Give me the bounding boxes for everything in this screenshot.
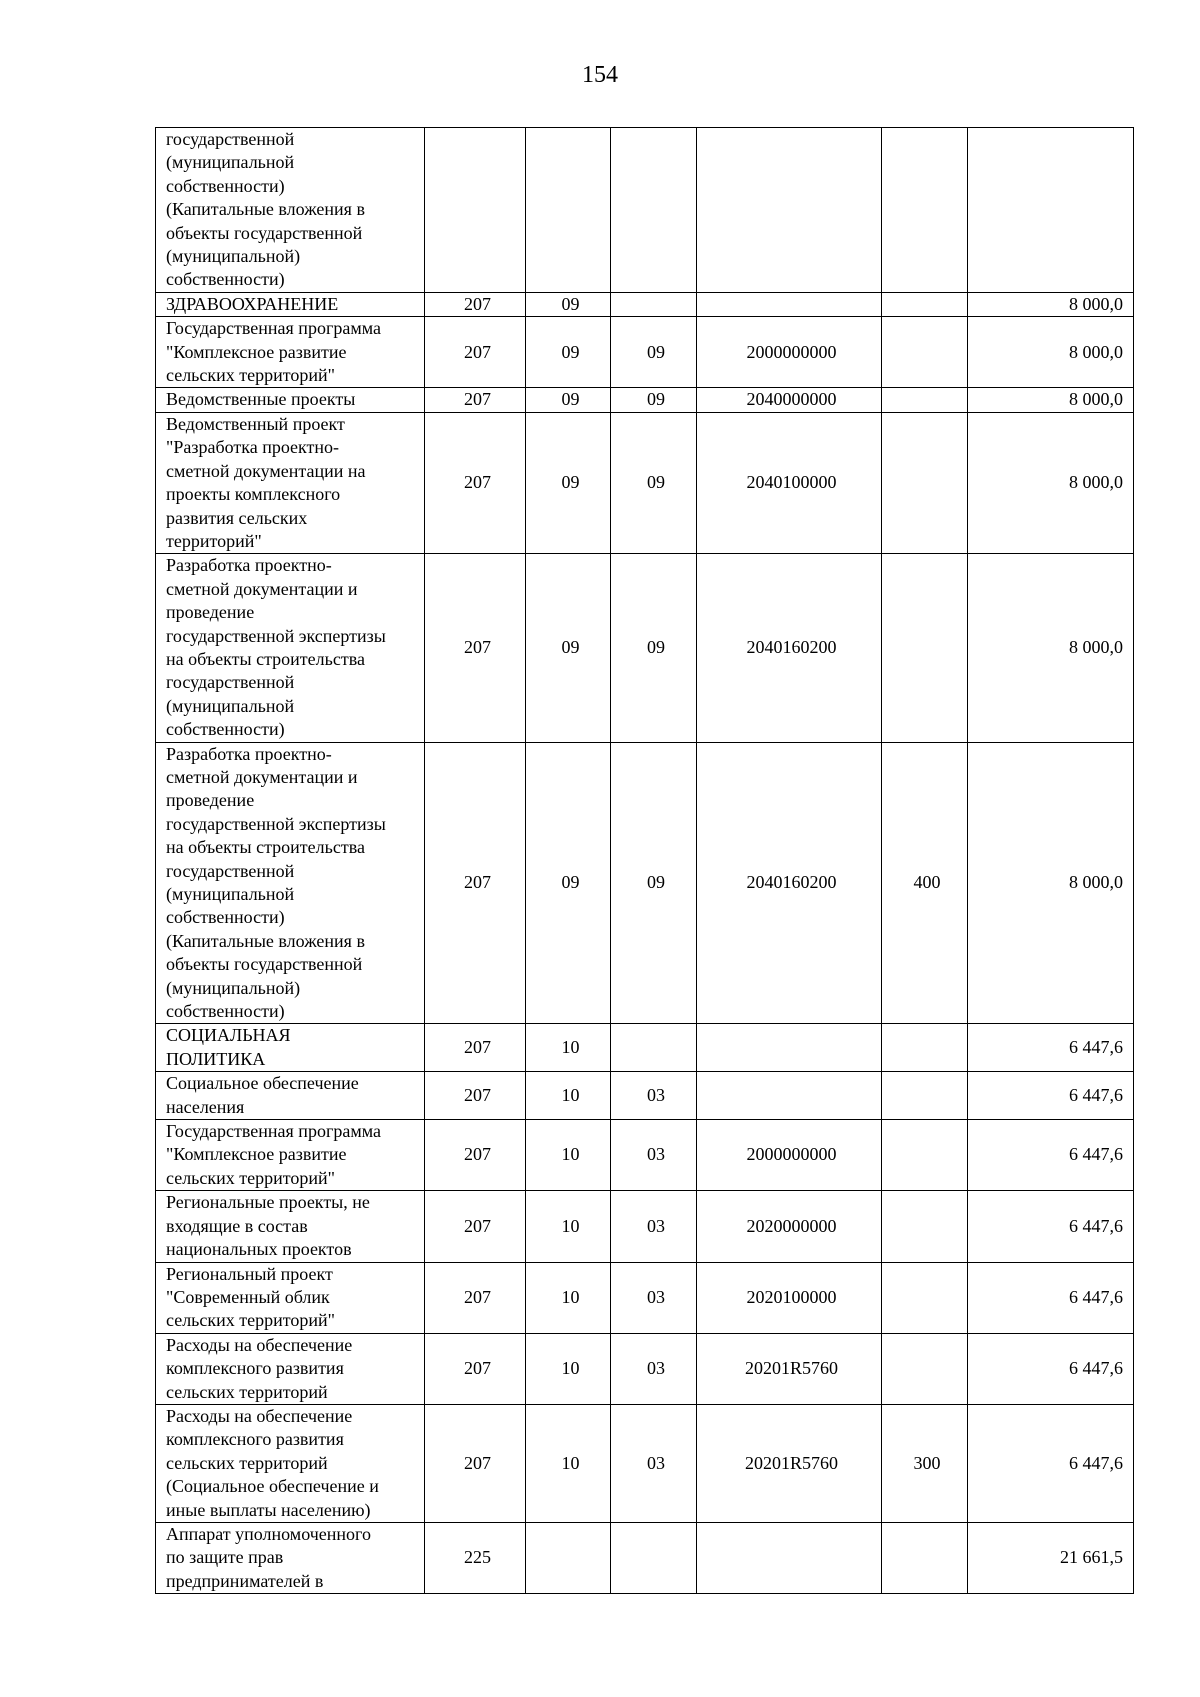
ministry-code-cell: 207 bbox=[425, 554, 526, 742]
table-row bbox=[156, 554, 1134, 742]
item-name-line: Региональные проекты, не bbox=[166, 1192, 370, 1213]
item-name-line: собственности) bbox=[166, 269, 285, 290]
item-name-line: ПОЛИТИКА bbox=[166, 1048, 266, 1069]
amount-cell: 6 447,6 bbox=[968, 1404, 1134, 1522]
item-name-line: (муниципальной) bbox=[166, 977, 301, 998]
target-article-code-cell: 2000000000 bbox=[697, 1120, 882, 1191]
amount-cell: 8 000,0 bbox=[968, 317, 1134, 388]
expense-type-code-cell bbox=[882, 1120, 968, 1191]
section-code-cell: 09 bbox=[526, 742, 611, 1024]
item-name-cell bbox=[156, 412, 425, 553]
item-name-line: Ведомственные проекты bbox=[166, 389, 356, 410]
subsection-code-cell: 03 bbox=[611, 1191, 697, 1262]
item-name-line: государственной экспертизы bbox=[166, 813, 386, 834]
amount-cell: 6 447,6 bbox=[968, 1072, 1134, 1120]
item-name-line: развития сельских bbox=[166, 507, 308, 528]
ministry-code-cell: 207 bbox=[425, 1333, 526, 1404]
ministry-code-cell: 207 bbox=[425, 412, 526, 553]
item-name-line: национальных проектов bbox=[166, 1239, 352, 1260]
table-row bbox=[156, 1262, 1134, 1333]
budget-table bbox=[155, 127, 1134, 1594]
item-name-line: собственности) bbox=[166, 175, 285, 196]
target-article-code-cell bbox=[697, 1522, 882, 1593]
item-name-line: Государственная программа bbox=[166, 1121, 381, 1142]
item-name-line: Социальное обеспечение bbox=[166, 1073, 359, 1094]
expense-type-code-cell bbox=[882, 412, 968, 553]
section-code-cell: 10 bbox=[526, 1120, 611, 1191]
table-row bbox=[156, 317, 1134, 388]
item-name-line: государственной экспертизы bbox=[166, 625, 386, 646]
item-name-line: входящие в состав bbox=[166, 1215, 308, 1236]
item-name-cell bbox=[156, 1120, 425, 1191]
table-row bbox=[156, 1024, 1134, 1072]
amount-cell: 6 447,6 bbox=[968, 1262, 1134, 1333]
subsection-code-cell bbox=[611, 128, 697, 293]
subsection-code-cell: 03 bbox=[611, 1262, 697, 1333]
target-article-code-cell: 2040100000 bbox=[697, 412, 882, 553]
item-name-line: государственной bbox=[166, 672, 295, 693]
expense-type-code-cell bbox=[882, 1191, 968, 1262]
item-name-line: сельских территорий" bbox=[166, 1167, 335, 1188]
section-code-cell: 10 bbox=[526, 1333, 611, 1404]
subsection-code-cell: 03 bbox=[611, 1120, 697, 1191]
item-name-line: по защите прав bbox=[166, 1547, 284, 1568]
item-name-line: сметной документации и bbox=[166, 766, 358, 787]
subsection-code-cell: 09 bbox=[611, 554, 697, 742]
expense-type-code-cell: 400 bbox=[882, 742, 968, 1024]
ministry-code-cell: 207 bbox=[425, 1191, 526, 1262]
item-name-line: объекты государственной bbox=[166, 954, 363, 975]
table-row bbox=[156, 1404, 1134, 1522]
item-name-line: объекты государственной bbox=[166, 222, 363, 243]
ministry-code-cell: 207 bbox=[425, 1120, 526, 1191]
item-name-line: ЗДРАВООХРАНЕНИЕ bbox=[166, 293, 339, 314]
target-article-code-cell: 2020100000 bbox=[697, 1262, 882, 1333]
amount-cell: 21 661,5 bbox=[968, 1522, 1134, 1593]
section-code-cell: 09 bbox=[526, 292, 611, 316]
target-article-code-cell: 2040160200 bbox=[697, 554, 882, 742]
item-name-line: государственной bbox=[166, 860, 295, 881]
item-name-cell bbox=[156, 128, 425, 293]
item-name-line: Расходы на обеспечение bbox=[166, 1405, 353, 1426]
expense-type-code-cell bbox=[882, 1522, 968, 1593]
subsection-code-cell: 03 bbox=[611, 1333, 697, 1404]
section-code-cell: 10 bbox=[526, 1024, 611, 1072]
target-article-code-cell bbox=[697, 1024, 882, 1072]
item-name-line: предпринимателей в bbox=[166, 1570, 324, 1591]
subsection-code-cell: 09 bbox=[611, 317, 697, 388]
target-article-code-cell: 2000000000 bbox=[697, 317, 882, 388]
item-name-cell bbox=[156, 1024, 425, 1072]
item-name-cell bbox=[156, 1522, 425, 1593]
table-row bbox=[156, 1522, 1134, 1593]
amount-cell: 8 000,0 bbox=[968, 554, 1134, 742]
table-row bbox=[156, 1333, 1134, 1404]
item-name-cell bbox=[156, 317, 425, 388]
item-name-line: проекты комплексного bbox=[166, 484, 341, 505]
ministry-code-cell: 207 bbox=[425, 1024, 526, 1072]
item-name-line: на объекты строительства bbox=[166, 648, 365, 669]
subsection-code-cell: 03 bbox=[611, 1072, 697, 1120]
target-article-code-cell bbox=[697, 292, 882, 316]
table-row bbox=[156, 1120, 1134, 1191]
expense-type-code-cell: 300 bbox=[882, 1404, 968, 1522]
target-article-code-cell bbox=[697, 128, 882, 293]
ministry-code-cell bbox=[425, 128, 526, 293]
item-name-line: проведение bbox=[166, 790, 255, 811]
item-name-line: Расходы на обеспечение bbox=[166, 1334, 353, 1355]
item-name-line: Региональный проект bbox=[166, 1263, 333, 1284]
ministry-code-cell: 207 bbox=[425, 1262, 526, 1333]
table-row bbox=[156, 128, 1134, 293]
item-name-line: (муниципальной bbox=[166, 884, 295, 904]
target-article-code-cell: 2040160200 bbox=[697, 742, 882, 1024]
ministry-code-cell: 207 bbox=[425, 317, 526, 388]
amount-cell: 8 000,0 bbox=[968, 412, 1134, 553]
amount-cell: 6 447,6 bbox=[968, 1024, 1134, 1072]
budget-table-body bbox=[156, 128, 1134, 1594]
item-name-line: (Капитальные вложения в bbox=[166, 199, 365, 220]
item-name-line: (муниципальной bbox=[166, 695, 295, 716]
subsection-code-cell: 09 bbox=[611, 412, 697, 553]
item-name-line: на объекты строительства bbox=[166, 837, 365, 858]
item-name-line: Ведомственный проект bbox=[166, 413, 345, 434]
amount-cell: 6 447,6 bbox=[968, 1191, 1134, 1262]
subsection-code-cell bbox=[611, 292, 697, 316]
amount-cell: 8 000,0 bbox=[968, 388, 1134, 412]
item-name-cell bbox=[156, 742, 425, 1024]
table-row bbox=[156, 292, 1134, 316]
expense-type-code-cell bbox=[882, 1024, 968, 1072]
item-name-line: (муниципальной bbox=[166, 152, 295, 173]
item-name-line: иные выплаты населению) bbox=[166, 1499, 371, 1520]
amount-cell: 8 000,0 bbox=[968, 292, 1134, 316]
item-name-line: комплексного развития bbox=[166, 1358, 344, 1379]
table-row bbox=[156, 742, 1134, 1024]
item-name-line: Разработка проектно- bbox=[166, 555, 332, 576]
target-article-code-cell: 20201R5760 bbox=[697, 1404, 882, 1522]
section-code-cell bbox=[526, 128, 611, 293]
item-name-line: (муниципальной) bbox=[166, 246, 301, 267]
item-name-line: сельских территорий" bbox=[166, 365, 335, 386]
item-name-line: собственности) bbox=[166, 907, 285, 928]
item-name-line: "Современный облик bbox=[166, 1286, 330, 1307]
item-name-line: сметной документации на bbox=[166, 460, 366, 481]
expense-type-code-cell bbox=[882, 317, 968, 388]
item-name-line: "Комплексное развитие bbox=[166, 1144, 347, 1165]
expense-type-code-cell bbox=[882, 1072, 968, 1120]
subsection-code-cell: 09 bbox=[611, 388, 697, 412]
item-name-cell bbox=[156, 388, 425, 412]
ministry-code-cell: 207 bbox=[425, 1072, 526, 1120]
expense-type-code-cell bbox=[882, 388, 968, 412]
target-article-code-cell bbox=[697, 1072, 882, 1120]
page-number: 154 bbox=[582, 62, 618, 88]
target-article-code-cell: 20201R5760 bbox=[697, 1333, 882, 1404]
item-name-cell bbox=[156, 1262, 425, 1333]
expense-type-code-cell bbox=[882, 1333, 968, 1404]
item-name-line: Аппарат уполномоченного bbox=[166, 1523, 371, 1544]
item-name-line: проведение bbox=[166, 602, 255, 623]
subsection-code-cell bbox=[611, 1522, 697, 1593]
item-name-line: сельских территорий bbox=[166, 1452, 328, 1473]
item-name-cell bbox=[156, 292, 425, 316]
subsection-code-cell: 09 bbox=[611, 742, 697, 1024]
section-code-cell: 10 bbox=[526, 1262, 611, 1333]
item-name-cell bbox=[156, 1191, 425, 1262]
ministry-code-cell: 225 bbox=[425, 1522, 526, 1593]
ministry-code-cell: 207 bbox=[425, 292, 526, 316]
section-code-cell: 09 bbox=[526, 412, 611, 553]
item-name-cell bbox=[156, 1333, 425, 1404]
expense-type-code-cell bbox=[882, 554, 968, 742]
item-name-cell bbox=[156, 554, 425, 742]
section-code-cell: 09 bbox=[526, 317, 611, 388]
amount-cell: 6 447,6 bbox=[968, 1120, 1134, 1191]
item-name-line: Государственная программа bbox=[166, 318, 381, 339]
item-name-line: собственности) bbox=[166, 1001, 285, 1022]
table-row bbox=[156, 388, 1134, 412]
amount-cell bbox=[968, 128, 1134, 293]
item-name-line: (Капитальные вложения в bbox=[166, 930, 365, 951]
item-name-line: "Комплексное развитие bbox=[166, 341, 347, 362]
section-code-cell: 10 bbox=[526, 1191, 611, 1262]
amount-cell: 8 000,0 bbox=[968, 742, 1134, 1024]
table-row bbox=[156, 412, 1134, 553]
section-code-cell: 10 bbox=[526, 1404, 611, 1522]
target-article-code-cell: 2020000000 bbox=[697, 1191, 882, 1262]
section-code-cell: 10 bbox=[526, 1072, 611, 1120]
item-name-line: СОЦИАЛЬНАЯ bbox=[166, 1025, 291, 1046]
item-name-line: территорий" bbox=[166, 530, 262, 551]
item-name-line: сметной документации и bbox=[166, 578, 358, 599]
item-name-line: сельских территорий" bbox=[166, 1310, 335, 1331]
item-name-cell bbox=[156, 1072, 425, 1120]
item-name-line: сельских территорий bbox=[166, 1381, 328, 1402]
table-row bbox=[156, 1191, 1134, 1262]
section-code-cell: 09 bbox=[526, 554, 611, 742]
section-code-cell: 09 bbox=[526, 388, 611, 412]
item-name-line: (Социальное обеспечение и bbox=[166, 1476, 379, 1497]
section-code-cell bbox=[526, 1522, 611, 1593]
amount-cell: 6 447,6 bbox=[968, 1333, 1134, 1404]
expense-type-code-cell bbox=[882, 292, 968, 316]
item-name-line: собственности) bbox=[166, 719, 285, 740]
item-name-line: комплексного развития bbox=[166, 1429, 344, 1450]
target-article-code-cell: 2040000000 bbox=[697, 388, 882, 412]
ministry-code-cell: 207 bbox=[425, 388, 526, 412]
ministry-code-cell: 207 bbox=[425, 742, 526, 1024]
subsection-code-cell: 03 bbox=[611, 1404, 697, 1522]
expense-type-code-cell bbox=[882, 1262, 968, 1333]
table-row bbox=[156, 1072, 1134, 1120]
item-name-cell bbox=[156, 1404, 425, 1522]
expense-type-code-cell bbox=[882, 128, 968, 293]
item-name-line: "Разработка проектно- bbox=[166, 437, 340, 458]
ministry-code-cell: 207 bbox=[425, 1404, 526, 1522]
item-name-line: Разработка проектно- bbox=[166, 743, 332, 764]
item-name-line: государственной bbox=[166, 129, 295, 149]
item-name-line: населения bbox=[166, 1096, 245, 1117]
subsection-code-cell bbox=[611, 1024, 697, 1072]
